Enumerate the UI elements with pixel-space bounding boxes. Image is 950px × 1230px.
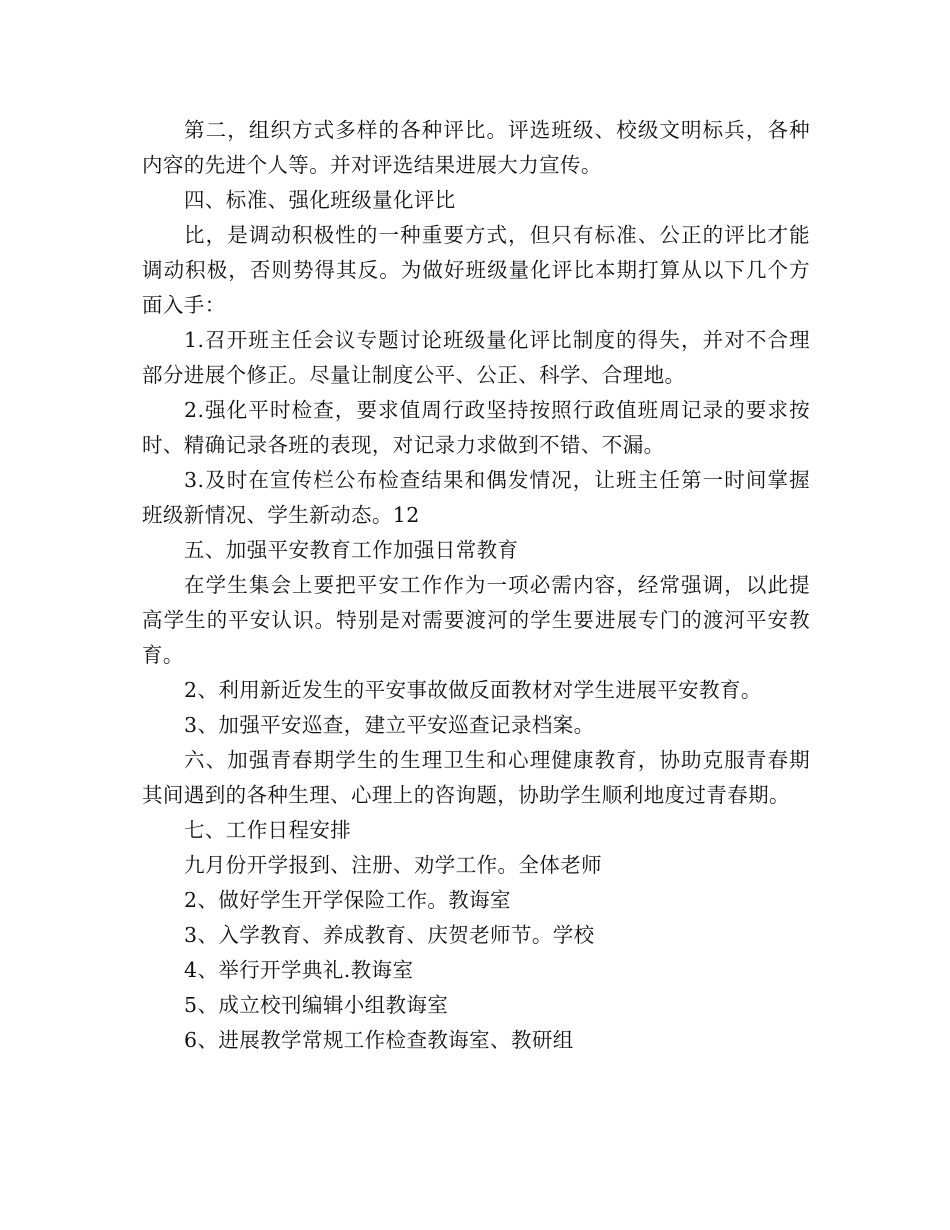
section-heading: 四、标准、强化班级量化评比	[184, 188, 456, 212]
schedule-item: 5、成立校刊编辑小组教诲室	[184, 993, 449, 1017]
schedule-item: 九月份开学报到、注册、劝学工作。全体老师	[184, 853, 602, 877]
schedule-item: 3、入学教育、养成教育、庆贺老师节。学校	[184, 923, 595, 947]
schedule-item: 2、做好学生开学保险工作。教诲室	[184, 888, 511, 912]
section-heading: 七、工作日程安排	[184, 818, 352, 842]
list-item: 3、加强平安巡查，建立平安巡查记录档案。	[184, 713, 595, 737]
paragraph: 比，是调动积极性的一种重要方式，但只有标准、公正的评比才能调动积极，否则势得其反。为做好班级量化评比本期打算从以下几个方面入手：	[142, 223, 810, 317]
paragraph: 第二，组织方式多样的各种评比。评选班级、校级文明标兵，各种内容的先进个人等。并对评选结果进展大力宣传。	[142, 118, 810, 177]
section-heading: 五、加强平安教育工作加强日常教育	[184, 538, 519, 562]
paragraph: 在学生集会上要把平安工作作为一项必需内容，经常强调，以此提高学生的平安认识。特别是对需要渡河的学生要进展专门的渡河平安教育。	[142, 573, 810, 667]
list-item: 3.及时在宣传栏公布检查结果和偶发情况，让班主任第一时间掌握班级新情况、学生新动态。12	[142, 468, 810, 527]
section-heading: 六、加强青春期学生的生理卫生和心理健康教育，协助克服青春期其间遇到的各种生理、心理上的咨询题，协助学生顺利地度过青春期。	[142, 748, 810, 807]
schedule-item: 6、进展教学常规工作检查教诲室、教研组	[184, 1028, 574, 1052]
list-item: 1.召开班主任会议专题讨论班级量化评比制度的得失，并对不合理部分进展个修正。尽量让制度公平、公正、科学、合理地。	[142, 328, 810, 387]
list-item: 2.强化平时检查，要求值周行政坚持按照行政值班周记录的要求按时、精确记录各班的表现，对记录力求做到不错、不漏。	[142, 398, 810, 457]
list-item: 2、利用新近发生的平安事故做反面教材对学生进展平安教育。	[184, 678, 762, 702]
schedule-item: 4、举行开学典礼.教诲室	[184, 958, 414, 982]
document-body	[142, 113, 810, 1058]
